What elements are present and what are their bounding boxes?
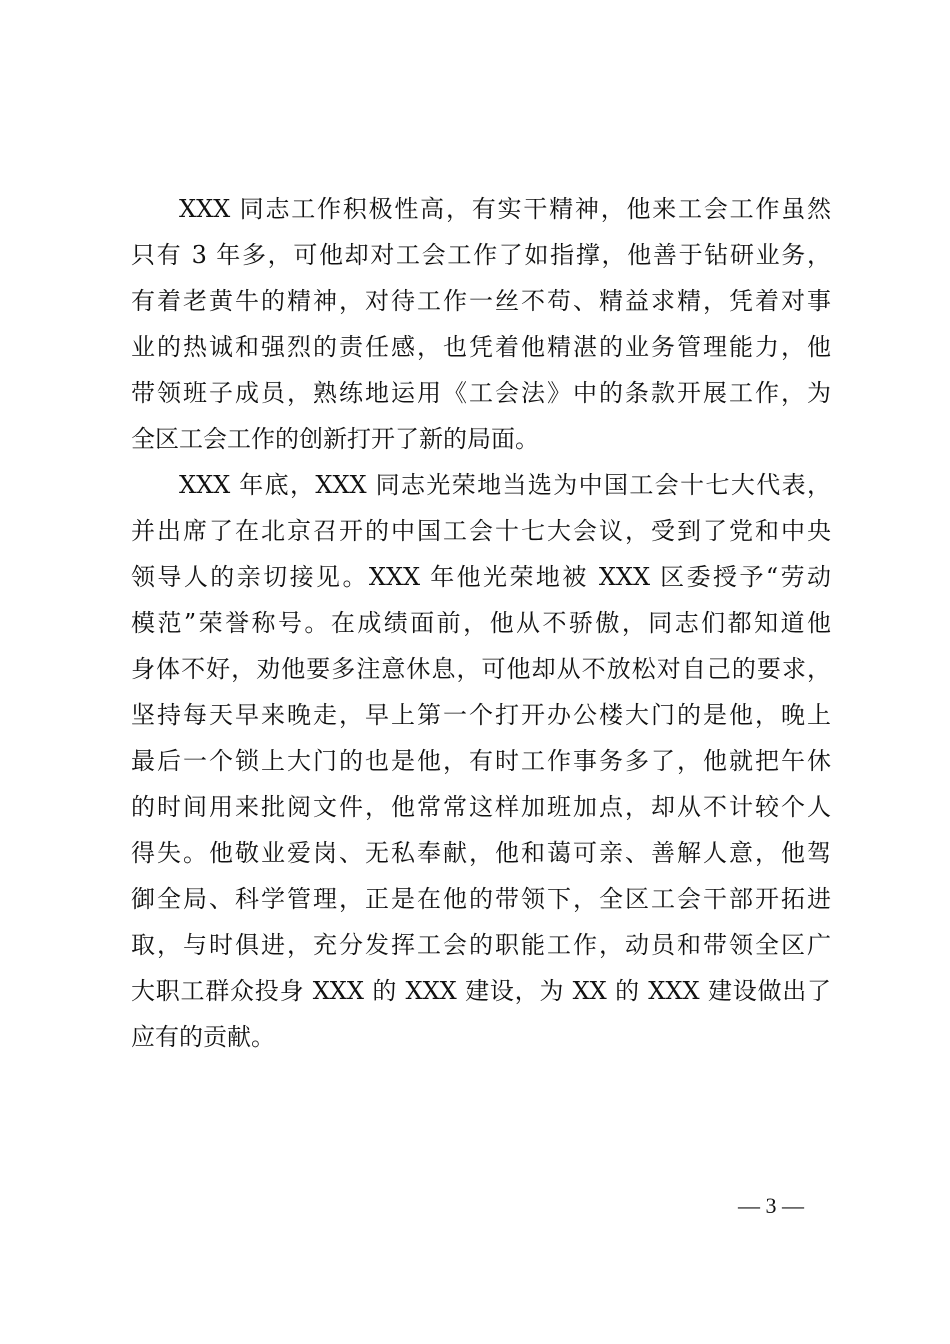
paragraph-1-line-2: 只有 3 年多，可他却对工会工作了如指撑，他善于钻研业务， — [131, 241, 831, 269]
page-number: — 3 — — [738, 1193, 804, 1218]
document-body — [131, 186, 831, 1060]
paragraph-1-line-1: XXX 同志工作积极性高，有实干精神，他来工会工作虽然 — [179, 195, 831, 223]
paragraph-2-line-3: 领导人的亲切接见。XXX 年他光荣地被 XXX 区委授予“劳动 — [131, 563, 831, 591]
paragraph-2-line-5: 身体不好，劝他要多注意休息，可他却从不放松对自己的要求， — [131, 655, 831, 683]
paragraph-2-line-4: 模范”荣誉称号。在成绩面前，他从不骄傲，同志们都知道他 — [131, 609, 831, 637]
paragraph-2-line-6: 坚持每天早来晚走，早上第一个打开办公楼大门的是他，晚上 — [131, 701, 831, 729]
paragraph-2-line-8: 的时间用来批阅文件，他常常这样加班加点，却从不计较个人 — [131, 793, 831, 821]
paragraph-2-line-1: XXX 年底，XXX 同志光荣地当选为中国工会十七大代表， — [179, 471, 831, 499]
paragraph-2-line-10: 御全局、科学管理，正是在他的带领下，全区工会干部开拓进 — [131, 885, 831, 913]
paragraph-2-line-13: 应有的贡献。 — [131, 1023, 275, 1051]
paragraph-2-line-11: 取，与时俱进，充分发挥工会的职能工作，动员和带领全区广 — [131, 931, 831, 959]
paragraph-1-line-4: 业的热诚和强烈的责任感，也凭着他精湛的业务管理能力，他 — [131, 333, 831, 361]
paragraph-1-line-5: 带领班子成员，熟练地运用《工会法》中的条款开展工作，为 — [131, 379, 831, 407]
paragraph-1-line-6: 全区工会工作的创新打开了新的局面。 — [131, 425, 539, 453]
paragraph-2-line-2: 并出席了在北京召开的中国工会十七大会议，受到了党和中央 — [131, 517, 831, 545]
paragraph-1-line-3: 有着老黄牛的精神，对待工作一丝不苟、精益求精，凭着对事 — [131, 287, 831, 315]
paragraph-2-line-7: 最后一个锁上大门的也是他，有时工作事务多了，他就把午休 — [131, 747, 831, 775]
paragraph-2-line-9: 得失。他敬业爱岗、无私奉献，他和蔼可亲、善解人意，他驾 — [131, 839, 831, 867]
paragraph-2-line-12: 大职工群众投身 XXX 的 XXX 建设，为 XX 的 XXX 建设做出了 — [131, 977, 831, 1005]
